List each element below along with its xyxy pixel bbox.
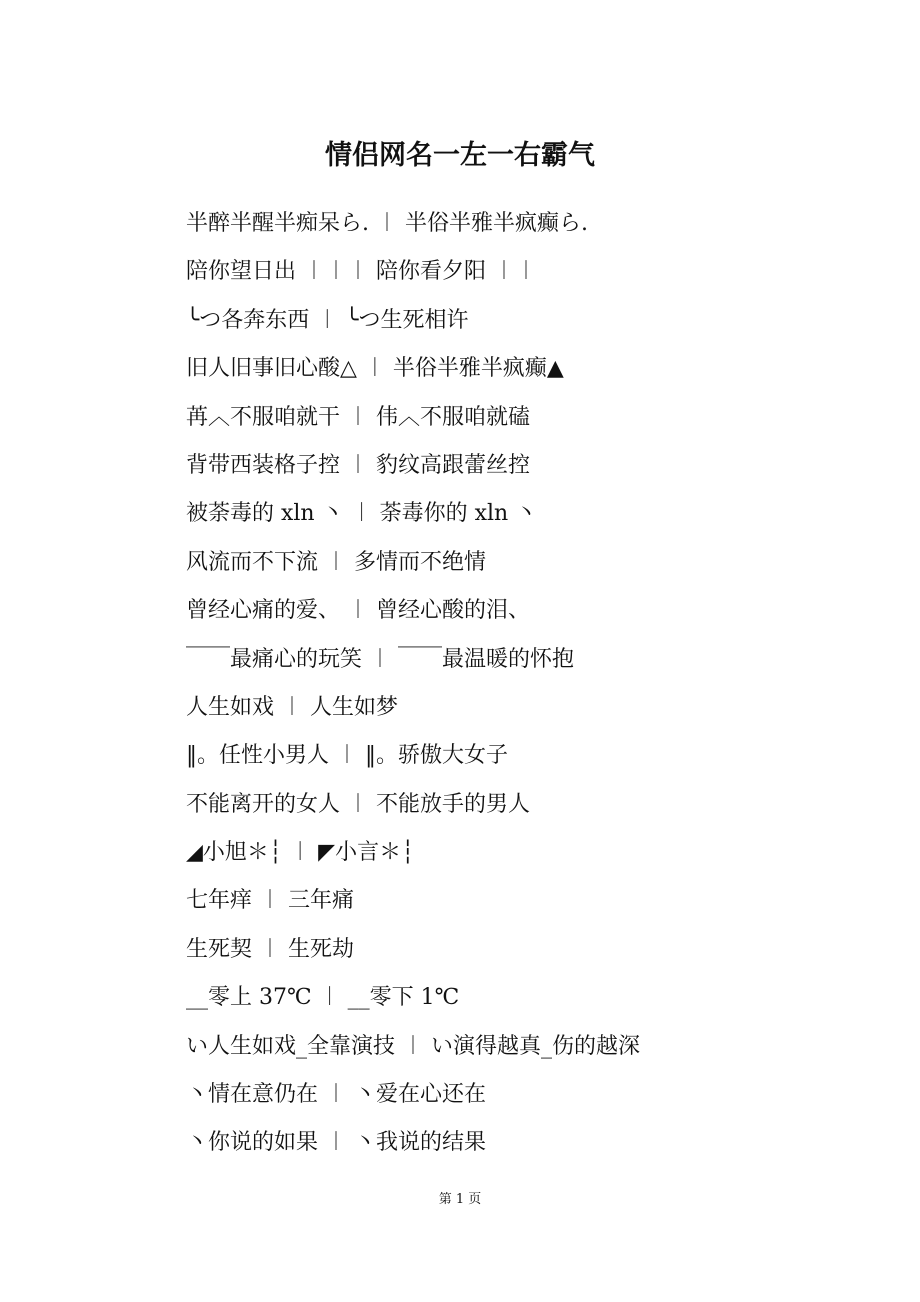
- list-item: 苒︿不服咱就干 ︱ 伟︿不服咱就磕: [186, 404, 530, 430]
- list-item: ◢小旭＊┆ ︱ ◤小言＊┆: [186, 840, 415, 866]
- list-item: 风流而不下流 ︱ 多情而不绝情: [186, 549, 486, 575]
- list-item: ￣￣最痛心的玩笑 ︱ ￣￣最温暖的怀抱: [186, 646, 574, 672]
- list-item: 被荼毒的 xln 丶 ︱ 荼毒你的 xln 丶: [186, 501, 538, 527]
- list-item: 曾经心痛的爱、 ︱ 曾经心酸的泪、: [186, 598, 530, 624]
- list-item: い人生如戏_全靠演技 ︱ い演得越真_伤的越深: [186, 1033, 640, 1059]
- list-item: 人生如戏 ︱ 人生如梦: [186, 694, 398, 720]
- list-item: 丶情在意仍在 ︱ 丶爱在心还在: [186, 1082, 486, 1108]
- list-item: 半醉半醒半痴呆ら. ︱ 半俗半雅半疯癫ら.: [186, 211, 588, 236]
- list-item: __零上 37℃ ︱ __零下 1℃: [186, 985, 460, 1011]
- list-item: 陪你望日出 ︱︱︱ 陪你看夕阳 ︱︱: [186, 259, 537, 285]
- list-item: 背带西装格子控 ︱ 豹纹高跟蕾丝控: [186, 452, 530, 478]
- list-item: ‖。任性小男人 ︱ ‖。骄傲大女子: [186, 743, 508, 769]
- name-list: [186, 200, 886, 1168]
- list-item: 生死契 ︱ 生死劫: [186, 936, 354, 962]
- list-item: 不能离开的女人 ︱ 不能放手的男人: [186, 791, 530, 817]
- list-item: ╰つ各奔东西 ︱ ╰つ生死相许: [186, 307, 469, 333]
- list-item: 七年痒 ︱ 三年痛: [186, 888, 354, 914]
- document-title: 情侣网名一左一右霸气: [325, 140, 595, 171]
- page-number: 第 1 页: [438, 1192, 482, 1207]
- list-item: 丶你说的如果 ︱ 丶我说的结果: [186, 1130, 486, 1156]
- list-item: 旧人旧事旧心酸△ ︱ 半俗半雅半疯癫▲: [186, 356, 564, 382]
